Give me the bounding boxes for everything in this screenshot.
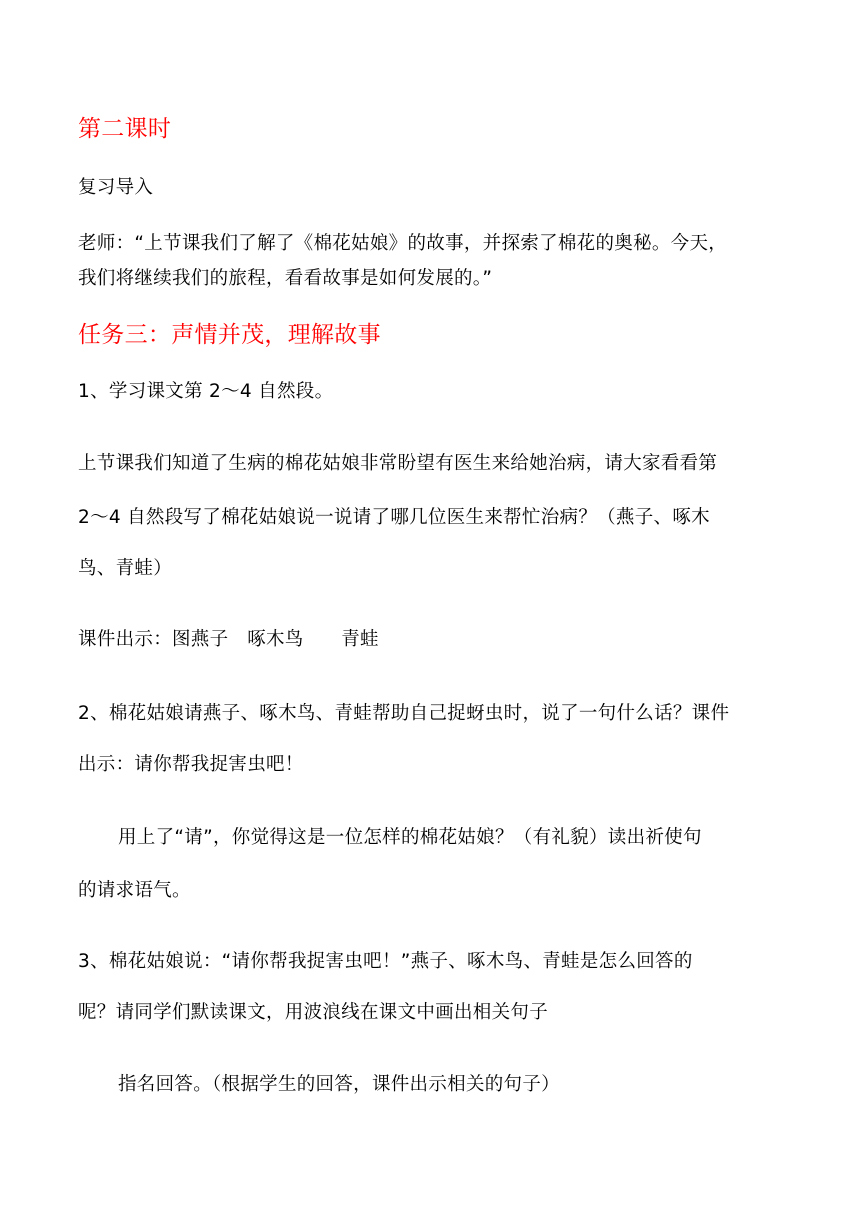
step3-body: 指名回答。（根据学生的回答，课件出示相关的句子） [118, 1074, 560, 1095]
teacher-intro-line-2: 我们将继续我们的旅程，看看故事是如何发展的。” [78, 268, 493, 289]
step2-body-line-1: 用上了“请”，你觉得这是一位怎样的棉花姑娘？（有礼貌）读出祈使句 [118, 827, 702, 848]
step3-line-1: 3、棉花姑娘说：“请你帮我捉害虫吧！”燕子、啄木鸟、青蛙是怎么回答的 [78, 951, 693, 972]
lesson-title: 第二课时 [78, 116, 172, 142]
task-title: 任务三：声情并茂，理解故事 [78, 322, 381, 348]
step1-body-line-2: 2～4 自然段写了棉花姑娘说一说请了哪几位医生来帮忙治病？（燕子、啄木 [78, 507, 710, 528]
step3-line-2: 呢？请同学们默读课文，用波浪线在课文中画出相关句子 [78, 1002, 549, 1023]
step1-body-line-3: 鸟、青蛙） [78, 558, 173, 579]
step1-heading: 1、学习课文第 2～4 自然段。 [78, 381, 334, 402]
courseware-display: 课件出示：图燕子 啄木鸟 青蛙 [78, 629, 379, 650]
step2-body-line-2: 的请求语气。 [78, 880, 191, 901]
step1-body-line-1: 上节课我们知道了生病的棉花姑娘非常盼望有医生来给她治病，请大家看看第 [78, 453, 718, 474]
step2-line-1: 2、棉花姑娘请燕子、啄木鸟、青蛙帮助自己捉蚜虫时，说了一句什么话？课件 [78, 703, 730, 724]
teacher-intro-line-1: 老师：“上节课我们了解了《棉花姑娘》的故事，并探索了棉花的奥秘。今天， [78, 233, 728, 254]
review-heading: 复习导入 [78, 177, 154, 198]
step2-line-2: 出示：请你帮我捉害虫吧！ [78, 754, 304, 775]
